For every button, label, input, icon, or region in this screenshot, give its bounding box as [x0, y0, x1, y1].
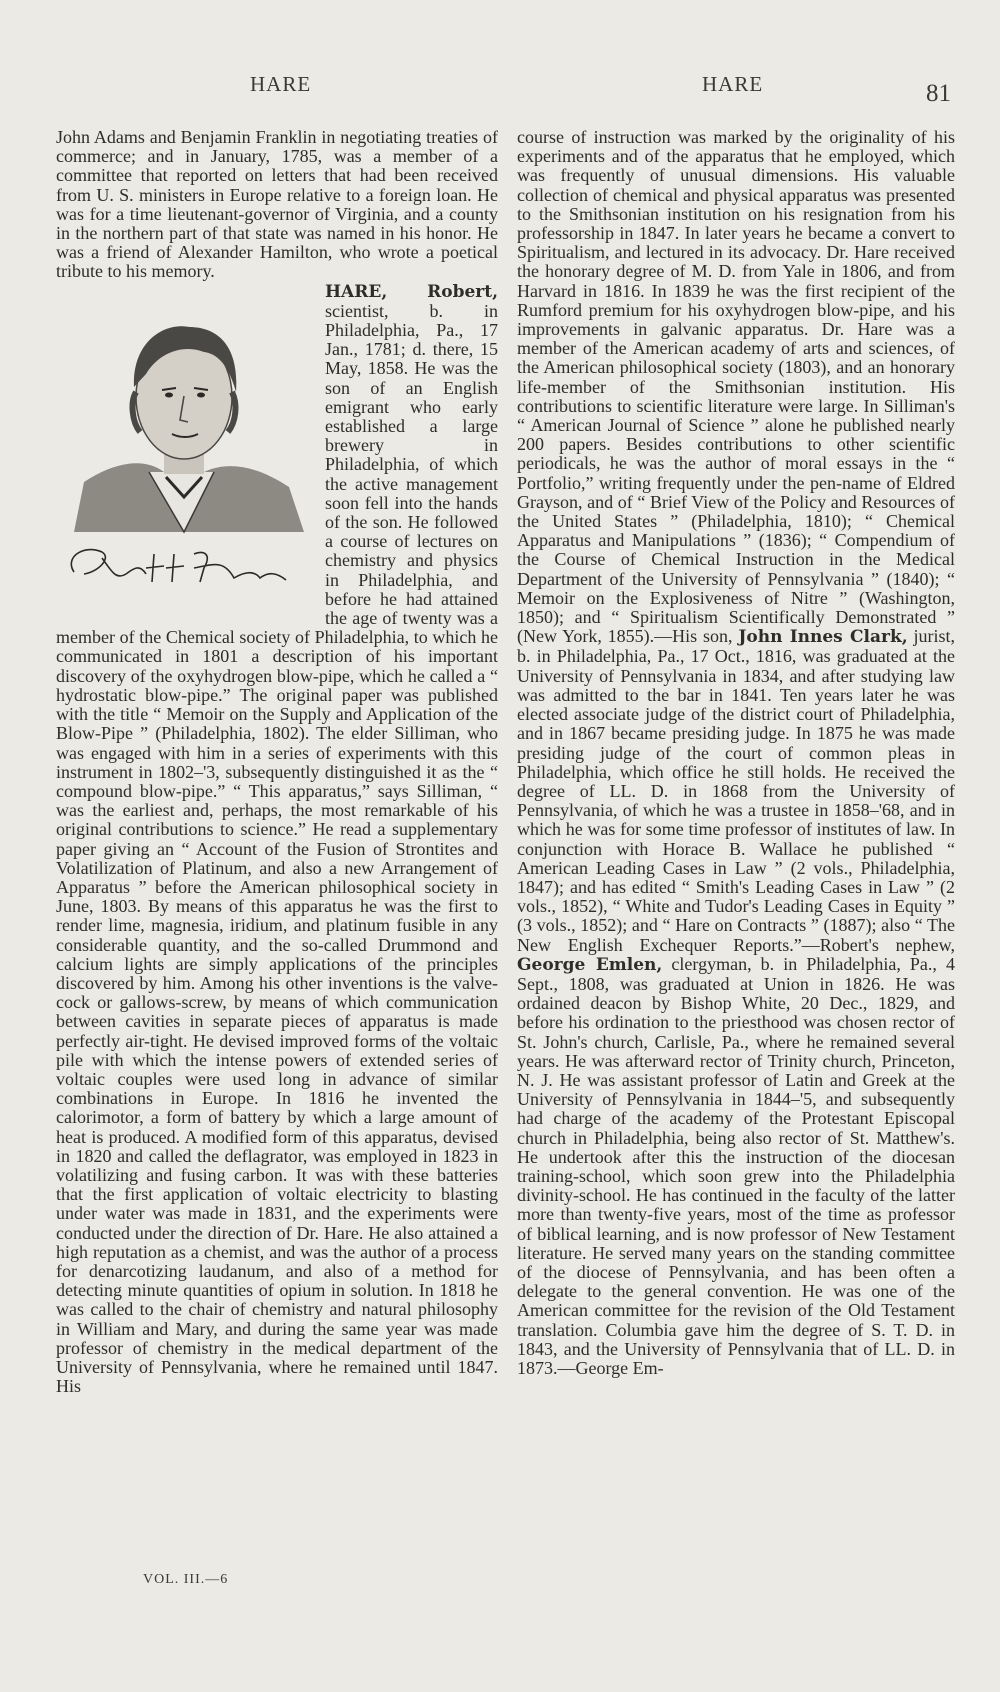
page-number: 81	[926, 80, 951, 107]
entry-heading-john-innes-clark: John Innes Clark,	[738, 627, 908, 648]
entry-text-george-emlen: clergyman, b. in Philadelphia, Pa., 4 Sept., 1808, was graduated at Union in 1826. He was ordained deacon by Bishop White, 20 Dec., 1829, and before his ordination to the priesthood was chosen rector of St. John's church, Carlisle, Pa., where he remained several years. He was afterward rector of Trinity church, Princeton, N. J. He was assistant professor of Latin and Greek at the University of Pennsylvania in 1844–'5, and subsequently had charge of the academy of the Protestant Episcopal church in Philadelphia, being also rector of St. Matthew's. He undertook after this the instruction of the diocesan training-school, which soon grew into the Philadelphia divinity-school. He has continued in the faculty of the latter more than twenty-five years, most of the time as professor of biblical learning, and is now professor of New Testament literature. He served many years on the standing committee of the diocese of Pennsylvania, and has been often a delegate to the general convention. He was one of the American committee for the revision of the Old Testament translation. Columbia gave him the degree of S. T. D. in 1843, and the University of Pennsylvania that of LL. D. in 1873.—George Em-	[517, 953, 956, 1378]
right-column-text	[517, 128, 955, 1378]
right-column	[517, 128, 955, 1378]
entry-text-john-innes-clark: jurist, b. in Philadelphia, Pa., 17 Oct., 1816, was graduated at the University of Pennsylvania in 1834, and after studying law was admitted to the bar in 1841. Ten years later he was elected associate judge of the district court of Philadelphia, and in 1867 became presiding judge. In 1875 he was made presiding judge of the court of common pleas in Philadelphia, which office he still holds. He received the degree of LL. D. in 1868 from the University of Pennsylvania, of which he was a trustee in 1858–'68, and in which he was for some time professor of institutes of law. In conjunction with Horace B. Wallace he published “ American Leading Cases in Law ” (2 vols., Philadelphia, 1847); and has edited “ Smith's Leading Cases in Law ” (2 vols., 1852), “ White and Tudor's Leading Cases in Equity ” (3 vols., 1852); and “ Hare on Contracts ” (1887); also “ The New English Exchequer Reports.”—Robert's nephew,	[517, 626, 956, 955]
portrait-illustration	[54, 282, 319, 612]
intro-paragraph: John Adams and Benjamin Franklin in negotiating treaties of commerce; and in January, 1785, was a member of a committee that reported on letters that had been received from U. S. ministers in Europe relative to a foreign loan. He was for a time lieutenant-governor of Virginia, and a county in the northern part of that state was named in his honor. He was a friend of Alexander Hamilton, who wrote a poetical tribute to his memory.	[56, 127, 498, 282]
volume-signature: VOL. III.—6	[143, 1572, 229, 1587]
continuation-text: course of instruction was marked by the originality of his experiments and of the apparatus that he employed, which was frequently of unusual dimensions. His valuable collection of chemical and physical apparatus was presented to the Smithsonian institution on his resignation from his professorship in 1847. In later years he became a convert to Spiritualism, and lectured in its advocacy. Dr. Hare received the honorary degree of M. D. from Yale in 1806, and from Harvard in 1816. In 1839 he was the first recipient of the Rumford premium for his oxyhydrogen blow-pipe, and his improvements in galvanic apparatus. Dr. Hare was a member of the American academy of arts and sciences, of the American philosophical society (1803), and an honorary life-member of the Smithsonian institution. His contributions to scientific literature were large. In Silliman's “ American Journal of Science ” alone he published nearly 200 papers. Besides contributions to other scientific periodicals, he was the author of moral essays in the “ Portfolio,” writing frequently under the pen-name of Eldred Grayson, and of “ Brief View of the Policy and Resources of the United States ” (Philadelphia, 1810); “ Chemical Apparatus and Manipulations ” (1836); “ Compendium of the Course of Chemical Instruction in the Medical Department of the University of Pennsylvania ” (1840); “ Memoir on the Explosiveness of Nitre ” (Washington, 1850); and “ Spiritualism Scientifically Demonstrated ” (New York, 1855).—His son,	[517, 127, 955, 647]
portrait-engraving	[54, 282, 319, 612]
entry-heading-george-emlen: George Emlen,	[517, 954, 663, 975]
entry-heading-robert-hare: HARE, Robert,	[325, 281, 498, 302]
entry-text-robert: scientist, b. in Philadelphia, Pa., 17 Jan., 1781; d. there, 15 May, 1858. He was the son of an English emigrant who early established a large brewery in Philadelphia, of which the active management soon fell into the hands of the son. He followed a course of lectures on chemistry and physics in Philadelphia, and before he had attained the age of twenty was a member of the Chemical society of Philadelphia, to which he communicated in 1801 a description of his important discovery of the oxyhydrogen blow-pipe, which he called a “ hydrostatic blow-pipe.” The original paper was published with the title “ Memoir on the Supply and Application of the Blow-Pipe ” (Philadelphia, 1802). The elder Silliman, who was engaged with him in a series of experiments with this instrument in 1802–'3, subsequently distinguished it as the “ compound blow-pipe.” “ This apparatus,” says Silliman, “ was the earliest and, perhaps, the most remarkable of his original contributions to science.” He read a supplementary paper giving an “ Account of the Fusion of Strontites and Volatilization of Platinum, and also a new Arrangement of Apparatus ” before the American philosophical society in June, 1803. By means of this apparatus he was the first to render lime, magnesia, iridium, and platinum fusible in any considerable quantity, and the so-called Drummond and calcium lights are simply applications of the principles discovered by him. Among his other inventions is the valve-cock or gallows-screw, by means of which communication between cavities in separate pieces of apparatus is made perfectly air-tight. He devised improved forms of the voltaic pile with which the intense powers of extended series of voltaic couples were used long in advance of similar combinations in Europe. In 1816 he invented the calorimotor, a form of battery by which a large amount of heat is produced. A modified form of this apparatus, devised in 1820 and called the deflagrator, was employed in 1823 in volatilizing and fusing carbon. It was with these batteries that the first application of voltaic electricity to blasting under water was made in 1831, and the experiments were conducted under the direction of Dr. Hare. He also attained a high reputation as a chemist, and was the author of a process for denarcotizing laudanum, and also of a method for detecting minute quantities of opium in solution. In 1818 he was called to the chair of chemistry and natural philosophy in William and Mary, and during the same year was made professor of chemistry in the medical department of the University of Pennsylvania, where he remained until 1847. His	[56, 300, 498, 1397]
left-column	[56, 128, 498, 1396]
running-head-right: HARE	[702, 72, 764, 96]
running-head-left: HARE	[250, 72, 312, 96]
